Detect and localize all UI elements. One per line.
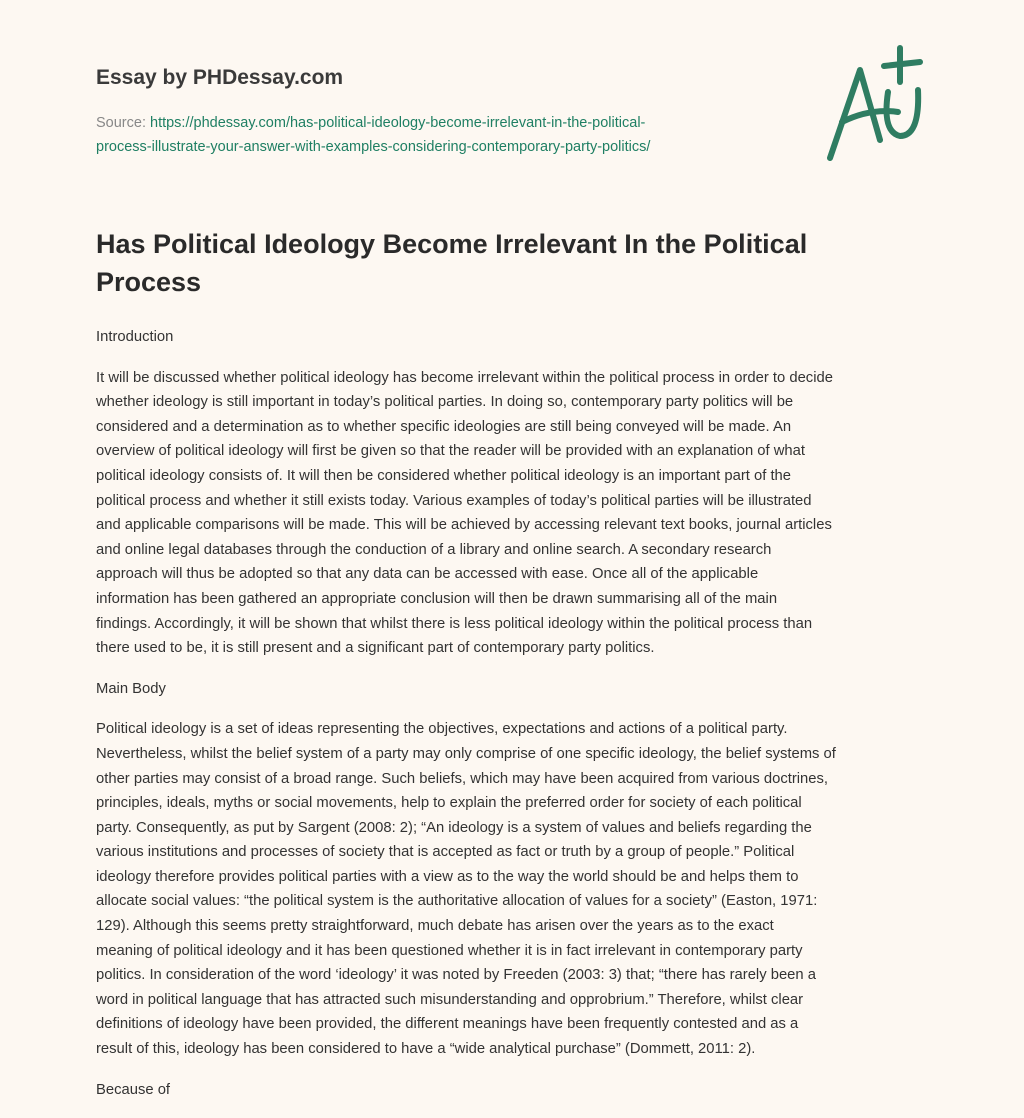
section-heading: Because of	[96, 1081, 171, 1098]
paragraph-line: allocate social values: “the political system is the authoritative allocation of values for a society” (Easton, 1971:	[96, 893, 818, 910]
paragraph-line: and applicable comparisons will be made. This will be achieved by accessing relevant text books, journal articles	[96, 517, 832, 534]
paragraph-line: Nevertheless, whilst the belief system of a party may only comprise of one specific ideology, the belief systems of	[96, 745, 836, 762]
section-heading: Main Body	[96, 680, 166, 697]
a-plus-logo-icon	[820, 40, 930, 165]
essay-body	[96, 325, 936, 1118]
title-line: Process	[96, 267, 202, 297]
paragraph-line: other parties may consist of a broad range. Such beliefs, which may have been acquired from various doctrines,	[96, 770, 829, 787]
paragraph-line: information has been gathered an appropriate conclusion will then be drawn summarising all of the main	[96, 590, 778, 607]
paragraph-line: meaning of political ideology and it has been questioned whether it is in fact irrelevant in contemporary party	[96, 942, 803, 959]
source-citation	[96, 111, 816, 159]
paragraph-line: approach will thus be adopted so that any data can be accessed with ease. Once all of the applicable	[96, 566, 759, 583]
paragraph-line: result of this, ideology has been considered to have a “wide analytical purchase” (Dommett, 2011: 2).	[96, 1041, 756, 1058]
source-label: Source:	[96, 115, 150, 131]
paragraph-line: and online legal databases through the conduction of a library and online search. A secondary research	[96, 541, 772, 558]
paragraph-line: party. Consequently, as put by Sargent (2008: 2); “An ideology is a system of values and beliefs regarding the	[96, 819, 812, 836]
paragraph-line: political process and whether it still exists today. Various examples of today’s political parties will be illustrated	[96, 492, 812, 509]
source-link-line-2[interactable]: process-illustrate-your-answer-with-examples-considering-contemporary-party-politics/	[96, 139, 651, 155]
site-title: Essay by PHDessay.com	[96, 66, 344, 89]
paragraph	[96, 717, 936, 1061]
paragraph-line: findings. Accordingly, it will be shown that whilst there is less political ideology within the political process than	[96, 615, 813, 632]
paragraph-line: It will be discussed whether political ideology has become irrelevant within the political process in order to decide	[96, 369, 833, 386]
paragraph-line: word in political language that has attracted such misunderstanding and opprobrium.” Therefore, whilst clear	[96, 991, 804, 1008]
paragraph-line: ideology therefore provides political parties with a view as to the way the world should be and helps them to	[96, 868, 799, 885]
section-heading: Introduction	[96, 329, 174, 345]
paragraph-line: overview of political ideology will first be given so that the reader will be provided with an explanation of what	[96, 443, 805, 460]
paragraph-line: considered and a determination as to whether specific ideologies are still being conveyed will be made. An	[96, 418, 792, 435]
paragraph-line: politics. In consideration of the word ‘ideology’ it was noted by Freeden (2003: 3) that; “there has rarely been a	[96, 967, 816, 984]
paragraph-line: definitions of ideology have been provided, the different meanings have been frequently contested and as a	[96, 1016, 799, 1033]
paragraph	[96, 366, 936, 661]
essay-title	[96, 225, 926, 301]
paragraph-line: whether ideology is still important in today’s political parties. In doing so, contemporary party politics will be	[96, 394, 794, 411]
paragraph-line: Political ideology is a set of ideas representing the objectives, expectations and actions of a political party.	[96, 721, 788, 738]
paragraph-line: principles, ideals, myths or social movements, help to explain the preferred order for society of each political	[96, 795, 802, 812]
source-link-line-1[interactable]: https://phdessay.com/has-political-ideology-become-irrelevant-in-the-political-	[150, 115, 646, 131]
paragraph-line: various institutions and processes of society that is accepted as fact or truth by a group of people.” Political	[96, 844, 795, 861]
paragraph-line: political ideology consists of. It will then be considered whether political ideology is an important part of the	[96, 467, 792, 484]
paragraph-line: there used to be, it is still present and a significant part of contemporary party politics.	[96, 640, 655, 657]
paragraph-line: 129). Although this seems pretty straightforward, much debate has arisen over the years as to the exact	[96, 918, 774, 935]
title-line: Has Political Ideology Become Irrelevant In the Political	[96, 229, 808, 259]
